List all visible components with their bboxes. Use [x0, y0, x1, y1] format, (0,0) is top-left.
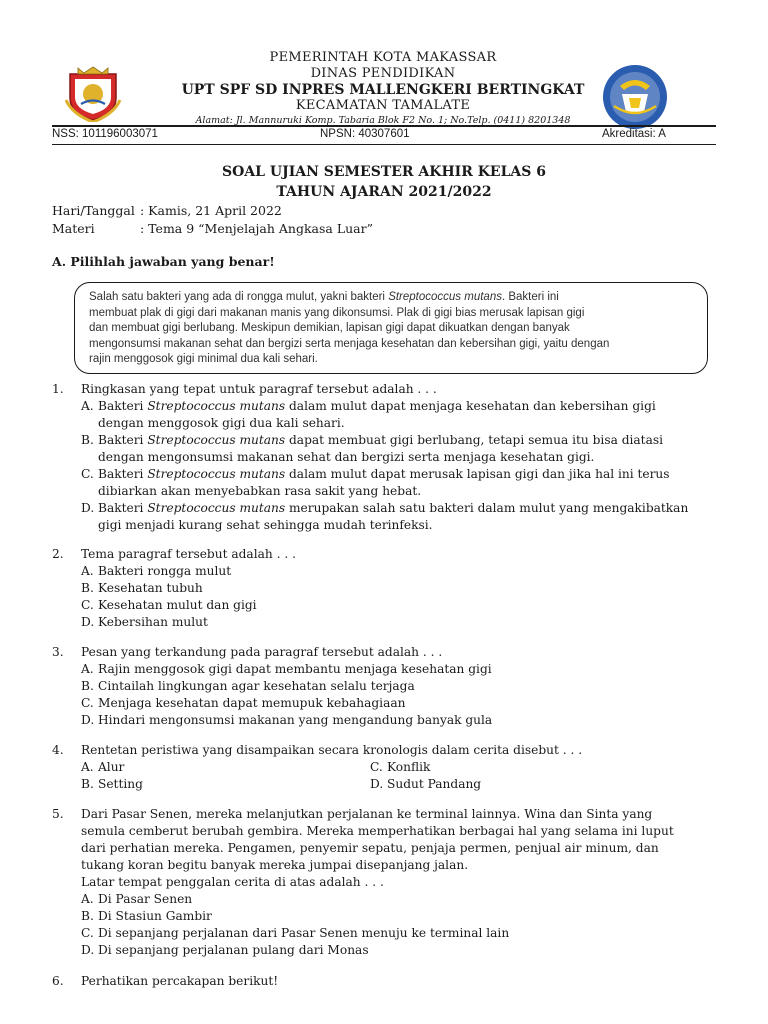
option-letter: B.: [81, 433, 94, 447]
question-stem: Perhatikan percakapan berikut!: [81, 974, 279, 988]
option-b: [81, 580, 203, 597]
option-text: Setting: [98, 777, 143, 791]
passage-line: [89, 290, 693, 306]
date-label: Hari/Tanggal: [52, 203, 135, 218]
passage-line: rajin menggosok gigi minimal dua kali sehari.: [89, 353, 318, 365]
id-row-rule: [52, 144, 716, 145]
option-d: [81, 942, 369, 959]
subject-value: : Tema 9 “Menjelajah Angkasa Luar”: [140, 221, 373, 236]
passage-line: mengonsumsi makanan sehat dan bergizi serta menjaga kesehatan dan kebersihan gigi, yaitu dengan: [89, 337, 610, 350]
story-excerpt-line: Dari Pasar Senen, mereka melanjutkan perjalanan ke terminal lainnya. Wina dan Sinta yang: [81, 807, 653, 821]
exam-date-row: [52, 203, 282, 218]
makassar-crest-logo: [64, 64, 122, 122]
option-letter: A.: [81, 892, 94, 906]
option-text: Kebersihan mulut: [98, 615, 208, 629]
option-letter: A.: [81, 760, 94, 774]
option-letter: D.: [81, 713, 95, 727]
species-name: Streptococcus mutans: [147, 399, 286, 413]
option-c-continued: dibiarkan akan menyebabkan rasa sakit yang hebat.: [98, 484, 422, 498]
option-d: [81, 614, 208, 631]
option-c: [81, 695, 405, 712]
school-name: UPT SPF SD INPRES MALLENGKERI BERTINGKAT: [181, 82, 585, 98]
species-name: Streptococcus mutans: [388, 291, 502, 303]
option-text: Di Stasiun Gambir: [98, 909, 212, 923]
option-text: Hindari mengonsumsi makanan yang mengandung banyak gula: [98, 713, 493, 727]
option-letter: C.: [81, 696, 94, 710]
exam-subject-row: [52, 221, 373, 236]
option-a: [81, 398, 656, 415]
option-text: Kesehatan tubuh: [98, 581, 203, 595]
option-letter: B.: [81, 909, 94, 923]
letterhead-text: [136, 50, 630, 128]
species-name: Streptococcus mutans: [147, 433, 286, 447]
option-a: [81, 759, 124, 776]
section-instruction: A. Pilihlah jawaban yang benar!: [52, 254, 275, 269]
question-number: 1.: [52, 382, 64, 396]
option-text: Bakteri Streptococcus mutans dapat membuat gigi berlubang, tetapi semua itu bisa diatasi: [98, 433, 664, 447]
species-name: Streptococcus mutans: [147, 501, 286, 515]
option-text: Alur: [98, 760, 125, 774]
option-letter: A.: [81, 564, 94, 578]
option-b-continued: dengan mengonsumsi makanan sehat dan bergizi serta menjaga kesehatan gigi.: [98, 450, 595, 464]
option-letter: B.: [81, 581, 94, 595]
npsn-number: NPSN: 40307601: [320, 128, 410, 140]
option-letter: C.: [370, 760, 383, 774]
option-text: Kesehatan mulut dan gigi: [98, 598, 257, 612]
option-d: [81, 712, 492, 729]
exam-title: SOAL UJIAN SEMESTER AKHIR KELAS 6: [221, 164, 547, 180]
option-d: [370, 776, 481, 793]
question-stem: Rentetan peristiwa yang disampaikan secara kronologis dalam cerita disebut . . .: [81, 743, 583, 757]
question-stem: Tema paragraf tersebut adalah . . .: [81, 547, 296, 561]
option-a: [81, 661, 492, 678]
tut-wuri-handayani-logo: [602, 64, 668, 130]
option-a: [81, 891, 192, 908]
academic-year: TAHUN AJARAN 2021/2022: [276, 184, 492, 200]
question-number: 5.: [52, 807, 64, 821]
letterhead-rule: [52, 125, 716, 127]
option-letter: B.: [81, 777, 94, 791]
option-text: Di sepanjang perjalanan pulang dari Monas: [98, 943, 369, 957]
option-c: [81, 925, 509, 942]
government-name: PEMERINTAH KOTA MAKASSAR: [269, 50, 497, 65]
option-text: Di Pasar Senen: [98, 892, 193, 906]
option-letter: D.: [81, 943, 95, 957]
date-value: : Kamis, 21 April 2022: [140, 203, 282, 218]
option-letter: A.: [81, 662, 94, 676]
option-text: Bakteri rongga mulut: [98, 564, 232, 578]
option-letter: D.: [81, 615, 95, 629]
option-c: [81, 466, 670, 483]
school-address: Alamat: Jl. Mannuruki Komp. Tabaria Blok F2 No. 1; No.Telp. (0411) 8201348: [195, 115, 571, 126]
accreditation: Akreditasi: A: [602, 128, 666, 140]
district-name: KECAMATAN TAMALATE: [295, 98, 471, 113]
question-stem: Ringkasan yang tepat untuk paragraf tersebut adalah . . .: [81, 382, 437, 396]
letterhead: [52, 50, 716, 126]
subject-label: Materi: [52, 221, 95, 236]
story-excerpt-line: semula cemberut berubah gembira. Mereka memperhatikan berbagai hal yang selama ini luput: [81, 824, 674, 838]
option-text: Cintailah lingkungan agar kesehatan selalu terjaga: [98, 679, 415, 693]
option-text: Di sepanjang perjalanan dari Pasar Senen menuju ke terminal lain: [98, 926, 510, 940]
option-text: Sudut Pandang: [387, 777, 482, 791]
option-letter: D.: [370, 777, 384, 791]
option-text: Bakteri Streptococcus mutans merupakan salah satu bakteri dalam mulut yang mengakibatkan: [98, 501, 689, 515]
reading-passage: [74, 282, 708, 374]
question-number: 4.: [52, 743, 64, 757]
option-letter: C.: [81, 926, 94, 940]
passage-line: membuat plak di gigi dari makanan manis yang dikonsumsi. Plak di gigi bias merusak lapisan gigi: [89, 306, 585, 319]
option-b: [81, 776, 143, 793]
option-c: [370, 759, 430, 776]
option-d-continued: gigi menjadi kurang sehat sehingga mudah terinfeksi.: [98, 518, 433, 532]
option-text: Menjaga kesehatan dapat memupuk kebahagiaan: [98, 696, 406, 710]
question-number: 3.: [52, 645, 64, 659]
option-c: [81, 597, 257, 614]
species-name: Streptococcus mutans: [147, 467, 286, 481]
option-b: [81, 678, 415, 695]
story-excerpt-line: tukang koran begitu banyak mereka jumpai disepanjang jalan.: [81, 858, 469, 872]
option-letter: D.: [81, 501, 95, 515]
story-excerpt-line: dari perhatian mereka. Pengamen, penyemir sepatu, penjaja permen, penjual air minum, dan: [81, 841, 659, 855]
option-b: [81, 908, 212, 925]
option-b: [81, 432, 663, 449]
option-letter: C.: [81, 467, 94, 481]
option-d: [81, 500, 688, 517]
passage-line-text: Salah satu bakteri yang ada di rongga mulut, yakni bakteri Streptococcus mutans. Bakteri ini: [89, 291, 559, 303]
school-id-row: [52, 128, 716, 144]
option-letter: C.: [81, 598, 94, 612]
question-stem: Latar tempat penggalan cerita di atas adalah . . .: [81, 875, 384, 889]
option-text: Konflik: [387, 760, 431, 774]
option-letter: A.: [81, 399, 94, 413]
option-a-continued: dengan menggosok gigi dua kali sehari.: [98, 416, 345, 430]
option-text: Bakteri Streptococcus mutans dalam mulut dapat merusak lapisan gigi dan jika hal ini terus: [98, 467, 670, 481]
question-number: 2.: [52, 547, 64, 561]
question-stem: Pesan yang terkandung pada paragraf tersebut adalah . . .: [81, 645, 443, 659]
nss-number: NSS: 101196003071: [52, 128, 158, 140]
question-number: 6.: [52, 974, 64, 988]
option-a: [81, 563, 231, 580]
option-letter: B.: [81, 679, 94, 693]
department-name: DINAS PENDIDIKAN: [310, 66, 456, 81]
passage-line: dan membuat gigi berlubang. Meskipun demikian, lapisan gigi dapat dikuatkan dengan banyak: [89, 322, 570, 334]
option-text: Rajin menggosok gigi dapat membantu menjaga kesehatan gigi: [98, 662, 492, 676]
option-text: Bakteri Streptococcus mutans dalam mulut dapat menjaga kesehatan dan kebersihan gigi: [98, 399, 656, 413]
